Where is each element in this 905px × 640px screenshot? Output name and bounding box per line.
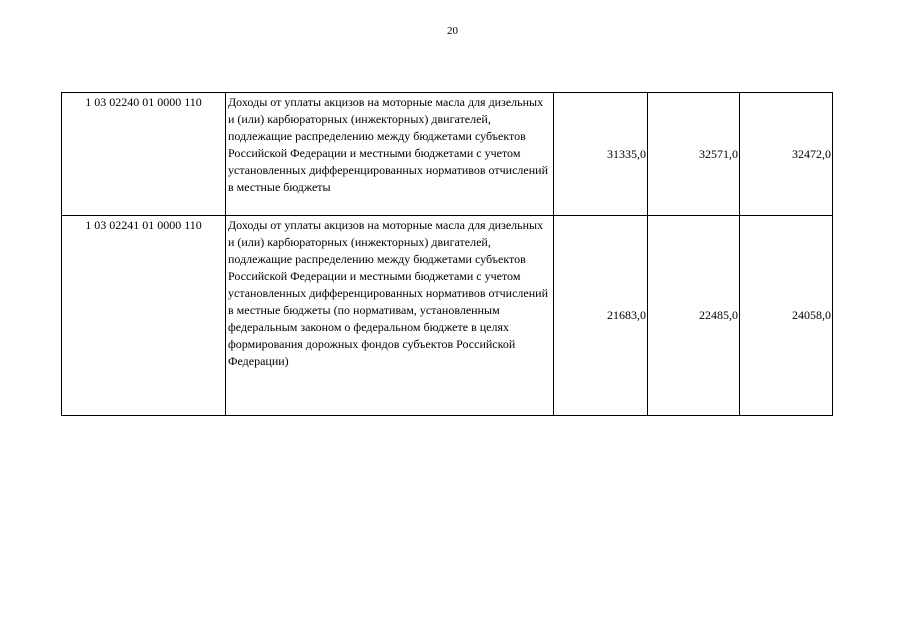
table-row: [62, 93, 833, 216]
amount-year-1: 21683,0: [554, 216, 648, 416]
page-number: 20: [447, 25, 458, 37]
amount-year-3: 24058,0: [740, 216, 833, 416]
amount-year-2: 22485,0: [648, 216, 740, 416]
table-row: [62, 216, 833, 416]
amount-year-2: 32571,0: [648, 93, 740, 216]
amount-year-3: 32472,0: [740, 93, 833, 216]
budget-classification-code: 1 03 02240 01 0000 110: [62, 93, 226, 216]
amount-year-1: 31335,0: [554, 93, 648, 216]
revenue-description: Доходы от уплаты акцизов на моторные масла для дизельных и (или) карбюраторных (инжекторных) двигателей, подлежащие распределению между бюджетами субъектов Российской Федерации и местными бюджетами с учетом установленных дифференцированных нормативов отчислений в местные бюджеты: [226, 93, 554, 216]
revenue-description: Доходы от уплаты акцизов на моторные масла для дизельных и (или) карбюраторных (инжекторных) двигателей, подлежащие распределению между бюджетами субъектов Российской Федерации и местными бюджетами с учетом установленных дифференцированных нормативов отчислений в местные бюджеты (по нормативам, установленным федеральным законом о федеральном бюджете в целях формирования дорожных фондов субъектов Российской Федерации): [226, 216, 554, 416]
budget-classification-code: 1 03 02241 01 0000 110: [62, 216, 226, 416]
budget-revenue-table: [61, 92, 833, 416]
